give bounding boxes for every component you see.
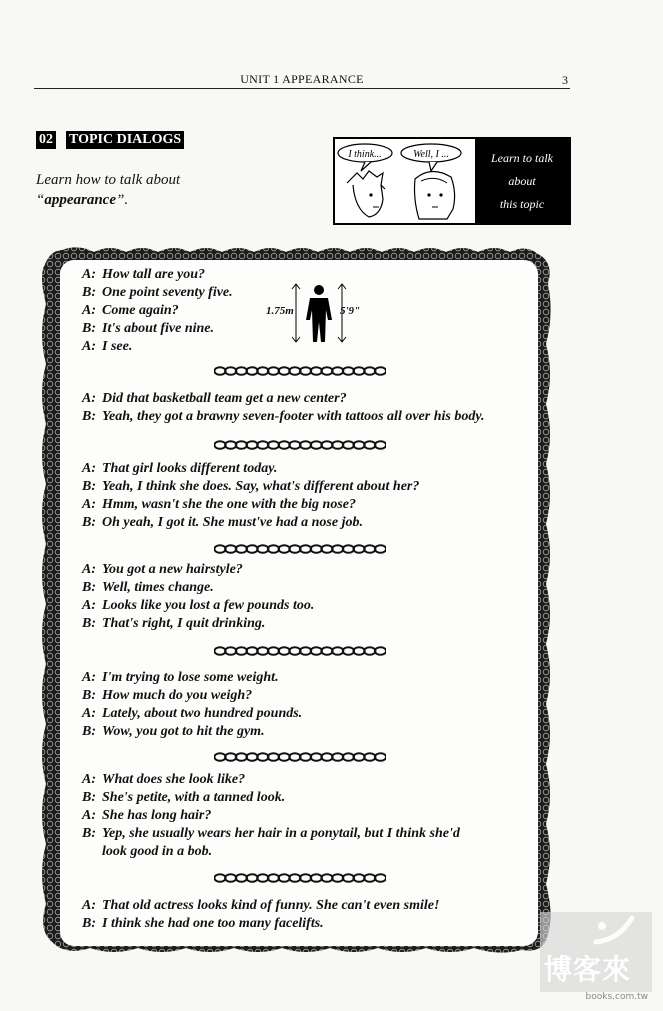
chain-link (375, 545, 386, 553)
chain-link (279, 647, 290, 655)
chain-link (247, 874, 258, 882)
chain-link (300, 367, 311, 375)
topic-illustration (333, 137, 571, 225)
chain-link (225, 441, 236, 449)
dialog-6 (72, 771, 542, 861)
bubble-right: Well, I ... (413, 149, 449, 160)
chain-link (354, 367, 365, 375)
chain-link (375, 441, 386, 449)
dialog-1 (72, 266, 542, 356)
chain-link (225, 367, 236, 375)
dialog-line: B: Yeah, they got a brawny seven-footer with tattoos all over his body. (82, 409, 485, 424)
chain-link (375, 647, 386, 655)
chain-link (311, 545, 322, 553)
chain-link (247, 441, 258, 449)
dialog-line: B: Oh yeah, I got it. She must've had a nose job. (82, 515, 363, 530)
dialog-line: B: Well, times change. (82, 580, 214, 595)
running-header (34, 70, 570, 89)
dialog-line: A: I see. (82, 339, 133, 354)
chain-link (225, 753, 236, 761)
section-heading (36, 131, 184, 149)
dialog-line: A: What does she look like? (82, 772, 246, 787)
dialog-line: A: Did that basketball team get a new center? (82, 391, 347, 406)
chain-link (321, 441, 332, 449)
chain-link (311, 753, 322, 761)
chain-link (279, 441, 290, 449)
chain-link (343, 874, 354, 882)
dialog-line: B: That's right, I quit drinking. (82, 616, 266, 631)
chain-link (279, 874, 290, 882)
chain-link (354, 441, 365, 449)
chain-divider (214, 544, 386, 554)
chain-link (300, 874, 311, 882)
page-number: 3 (562, 73, 568, 87)
chain-link (236, 647, 247, 655)
dialog-line: A: That girl looks different today. (82, 461, 278, 476)
chain-link (364, 753, 375, 761)
dialog-line: B: I think she had one too many facelifts. (82, 916, 324, 931)
chain-link (268, 441, 279, 449)
chain-link (214, 367, 225, 375)
chain-link (364, 441, 375, 449)
chain-link (268, 647, 279, 655)
intro-text (36, 170, 256, 210)
chain-link (289, 367, 300, 375)
dialog-line: A: I'm trying to lose some weight. (82, 670, 279, 685)
chain-link (332, 367, 343, 375)
chain-link (311, 874, 322, 882)
dialog-line-continued: look good in a bob. (102, 844, 213, 859)
chain-link (375, 367, 386, 375)
dialog-4 (72, 561, 542, 633)
chain-link (300, 441, 311, 449)
chain-link (247, 647, 258, 655)
intro-prefix: Learn how to talk about (36, 172, 181, 188)
height-imperial: 5'9" (340, 305, 361, 317)
dialog-line: A: You got a new hairstyle? (82, 562, 243, 577)
chain-link (257, 545, 268, 553)
caption-line: this topic (499, 196, 545, 211)
dialog-line: A: Come again? (82, 303, 179, 318)
chain-link (354, 545, 365, 553)
chain-link (236, 441, 247, 449)
chain-link (354, 647, 365, 655)
chain-link (343, 441, 354, 449)
chain-link (279, 545, 290, 553)
chain-link (332, 753, 343, 761)
chain-link (257, 874, 268, 882)
chain-divider (214, 646, 386, 656)
dialog-7 (72, 897, 542, 933)
dialog-2 (72, 390, 542, 426)
chain-link (364, 874, 375, 882)
chain-link (332, 874, 343, 882)
chain-link (268, 545, 279, 553)
chain-link (257, 441, 268, 449)
chain-link (214, 441, 225, 449)
chain-link (321, 545, 332, 553)
chain-link (214, 753, 225, 761)
chain-link (364, 545, 375, 553)
chain-link (364, 367, 375, 375)
chain-link (289, 647, 300, 655)
chain-link (214, 545, 225, 553)
chain-link (236, 753, 247, 761)
dialog-line: A: Hmm, wasn't she the one with the big nose? (82, 497, 356, 512)
chain-link (311, 647, 322, 655)
dialog-line: A: How tall are you? (82, 267, 206, 282)
chain-link (300, 647, 311, 655)
dialog-line: B: She's petite, with a tanned look. (82, 790, 286, 805)
chain-link (343, 753, 354, 761)
chain-link (247, 753, 258, 761)
chain-link (236, 874, 247, 882)
chain-link (300, 753, 311, 761)
chain-link (375, 874, 386, 882)
chain-link (332, 545, 343, 553)
chain-link (257, 367, 268, 375)
chain-link (332, 441, 343, 449)
unit-title: UNIT 1 APPEARANCE (240, 72, 364, 86)
intro-keyword: appearance (44, 192, 116, 208)
dialog-line: A: She has long hair? (82, 808, 212, 823)
chain-link (289, 753, 300, 761)
chain-link (257, 647, 268, 655)
cartoon-characters (335, 139, 475, 223)
chain-divider (214, 873, 386, 883)
dialog-3 (72, 460, 542, 532)
dialog-line: A: Looks like you lost a few pounds too. (82, 598, 315, 613)
chain-link (289, 545, 300, 553)
chain-link (268, 874, 279, 882)
watermark-chinese: 博客來 (544, 953, 632, 986)
dialog-line: B: One point seventy five. (82, 285, 233, 300)
chain-link (247, 367, 258, 375)
chain-link (247, 545, 258, 553)
chain-link (343, 647, 354, 655)
chain-link (279, 367, 290, 375)
chain-link (354, 874, 365, 882)
dialog-5 (72, 669, 542, 741)
chain-link (289, 874, 300, 882)
chain-link (214, 874, 225, 882)
chain-link (311, 367, 322, 375)
chain-link (279, 753, 290, 761)
chain-link (311, 441, 322, 449)
chain-link (225, 874, 236, 882)
chain-link (332, 647, 343, 655)
dialog-line: B: It's about five nine. (82, 321, 215, 336)
chain-link (321, 753, 332, 761)
bookstore-watermark (540, 912, 652, 1004)
chain-link (375, 753, 386, 761)
bubble-left: I think... (348, 149, 382, 160)
chain-link (364, 647, 375, 655)
chain-link (236, 545, 247, 553)
chain-divider (214, 366, 386, 376)
chain-link (225, 545, 236, 553)
height-metric: 1.75m (266, 305, 294, 317)
dialog-line: A: Lately, about two hundred pounds. (82, 706, 303, 721)
dialog-line: B: Wow, you got to hit the gym. (82, 724, 265, 739)
chain-link (300, 545, 311, 553)
chain-link (321, 367, 332, 375)
dialog-line: B: How much do you weigh? (82, 688, 253, 703)
chain-link (289, 441, 300, 449)
chain-link (257, 753, 268, 761)
chain-link (268, 753, 279, 761)
watermark-url: books.com.tw (585, 992, 648, 1002)
chain-link (214, 647, 225, 655)
chain-divider (214, 752, 386, 762)
chain-link (236, 367, 247, 375)
dialog-line: A: That old actress looks kind of funny. She can't even smile! (82, 898, 440, 913)
chain-divider (214, 440, 386, 450)
section-number: 02 (36, 131, 56, 149)
chain-link (268, 367, 279, 375)
caption-line: about (508, 173, 536, 188)
caption-line: Learn to talk (491, 150, 553, 165)
dialog-line: B: Yep, she usually wears her hair in a ponytail, but I think she'd (82, 826, 460, 841)
chain-link (354, 753, 365, 761)
intro-quote-open: “ (36, 192, 45, 208)
illustration-caption (475, 139, 569, 223)
chain-link (321, 647, 332, 655)
chain-link (343, 367, 354, 375)
section-title: TOPIC DIALOGS (66, 131, 184, 149)
chain-link (321, 874, 332, 882)
chain-link (225, 647, 236, 655)
chain-link (343, 545, 354, 553)
dialog-line: B: Yeah, I think she does. Say, what's different about her? (82, 479, 420, 494)
intro-quote-close: ”. (116, 192, 129, 208)
